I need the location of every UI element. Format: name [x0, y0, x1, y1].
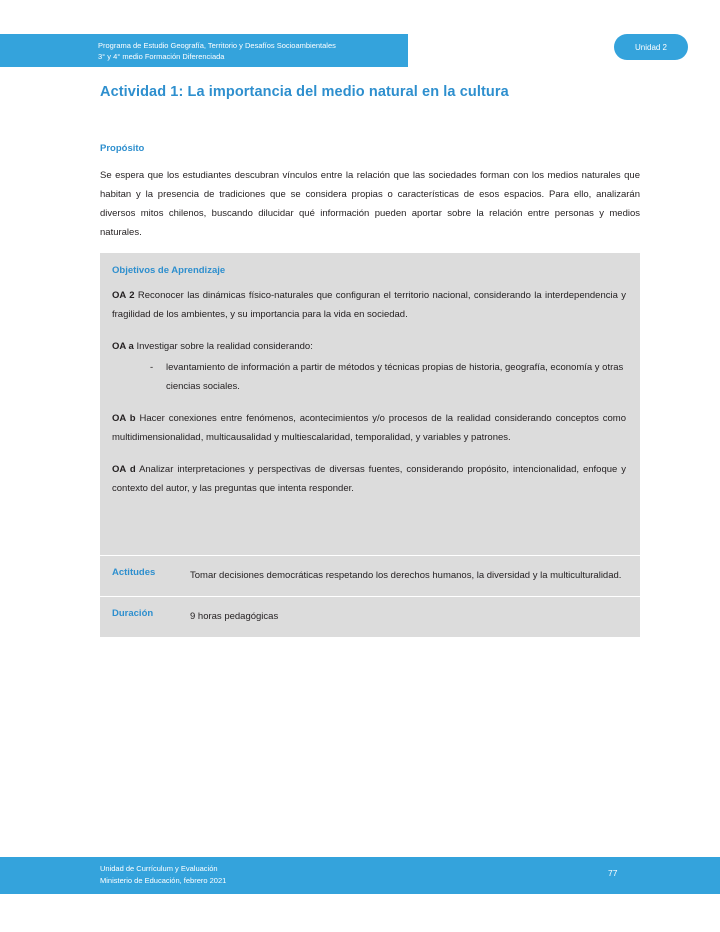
table-row: [100, 596, 640, 637]
objective-item: [112, 286, 626, 324]
learning-objectives-body: [100, 276, 640, 555]
objective-item: [112, 337, 626, 356]
row-label: Duración: [112, 608, 154, 619]
page-number: 77: [608, 868, 618, 878]
objective-bullet: [112, 358, 626, 396]
unit-badge: [614, 34, 688, 60]
objective-code: OA d: [112, 464, 136, 475]
footer-line-2: Ministerio de Educación, febrero 2021: [100, 875, 227, 885]
footer-line-1: Unidad de Currículum y Evaluación: [100, 864, 218, 873]
objective-text: Investigar sobre la realidad considerando:: [136, 341, 313, 352]
objective-code: OA a: [112, 341, 134, 352]
page-title: Actividad 1: La importancia del medio natural en la cultura: [100, 84, 509, 100]
footer-org: [100, 863, 226, 886]
bullet-text: levantamiento de información a partir de métodos y técnicas propias de historia, geografía, economía y otras ciencias sociales.: [166, 362, 624, 392]
purpose-text: Se espera que los estudiantes descubran vínculos entre la relación que las sociedades forman con los medios naturales que habitan y la presencia de tradiciones que se considera propias o características de esos espacios. Para ello, analizarán diversos mitos chilenos, buscando dilucidar qué información pueden aportar sobre la relación entre personas y medios naturales.: [100, 170, 640, 238]
footer-banner: [0, 857, 720, 894]
objectives-meta-rows: [100, 555, 640, 637]
objective-code: OA b: [112, 413, 136, 424]
bullet-dash: -: [150, 362, 154, 373]
objective-text: Hacer conexiones entre fenómenos, acontecimientos y/o procesos de la realidad considerando conceptos como multidimensionalidad, multicausalidad y multiescalaridad, temporalidad, y variables y patrones.: [112, 413, 626, 443]
row-value: Tomar decisiones democráticas respetando los derechos humanos, la diversidad y la multiculturalidad.: [190, 570, 622, 581]
objective-item: [112, 460, 626, 498]
header-program-line: Programa de Estudio Geografía, Territorio y Desafíos Socioambientales: [98, 41, 336, 50]
learning-objectives-heading: Objetivos de Aprendizaje: [112, 265, 226, 276]
row-label: Actitudes: [112, 567, 156, 578]
objective-item: [112, 409, 626, 447]
learning-objectives-box: [100, 253, 640, 637]
unit-badge-label: Unidad 2: [634, 42, 668, 52]
objective-text: Analizar interpretaciones y perspectivas de diversas fuentes, considerando propósito, intencionalidad, enfoque y contexto del autor, y las preguntas que intenta responder.: [112, 464, 626, 494]
row-value: 9 horas pedagógicas: [190, 611, 279, 622]
objective-text: Reconocer las dinámicas físico-naturales que configuran el territorio nacional, considerando la interdependencia y fragilidad de los ambientes, y su importancia para la vida en sociedad.: [112, 290, 627, 320]
header-banner: [0, 34, 408, 67]
objective-code: OA 2: [112, 290, 135, 301]
box-spacer: [112, 511, 626, 555]
purpose-heading: Propósito: [100, 143, 145, 154]
header-level-line: 3° y 4° medio Formación Diferenciada: [98, 52, 225, 61]
table-row: [100, 556, 640, 596]
